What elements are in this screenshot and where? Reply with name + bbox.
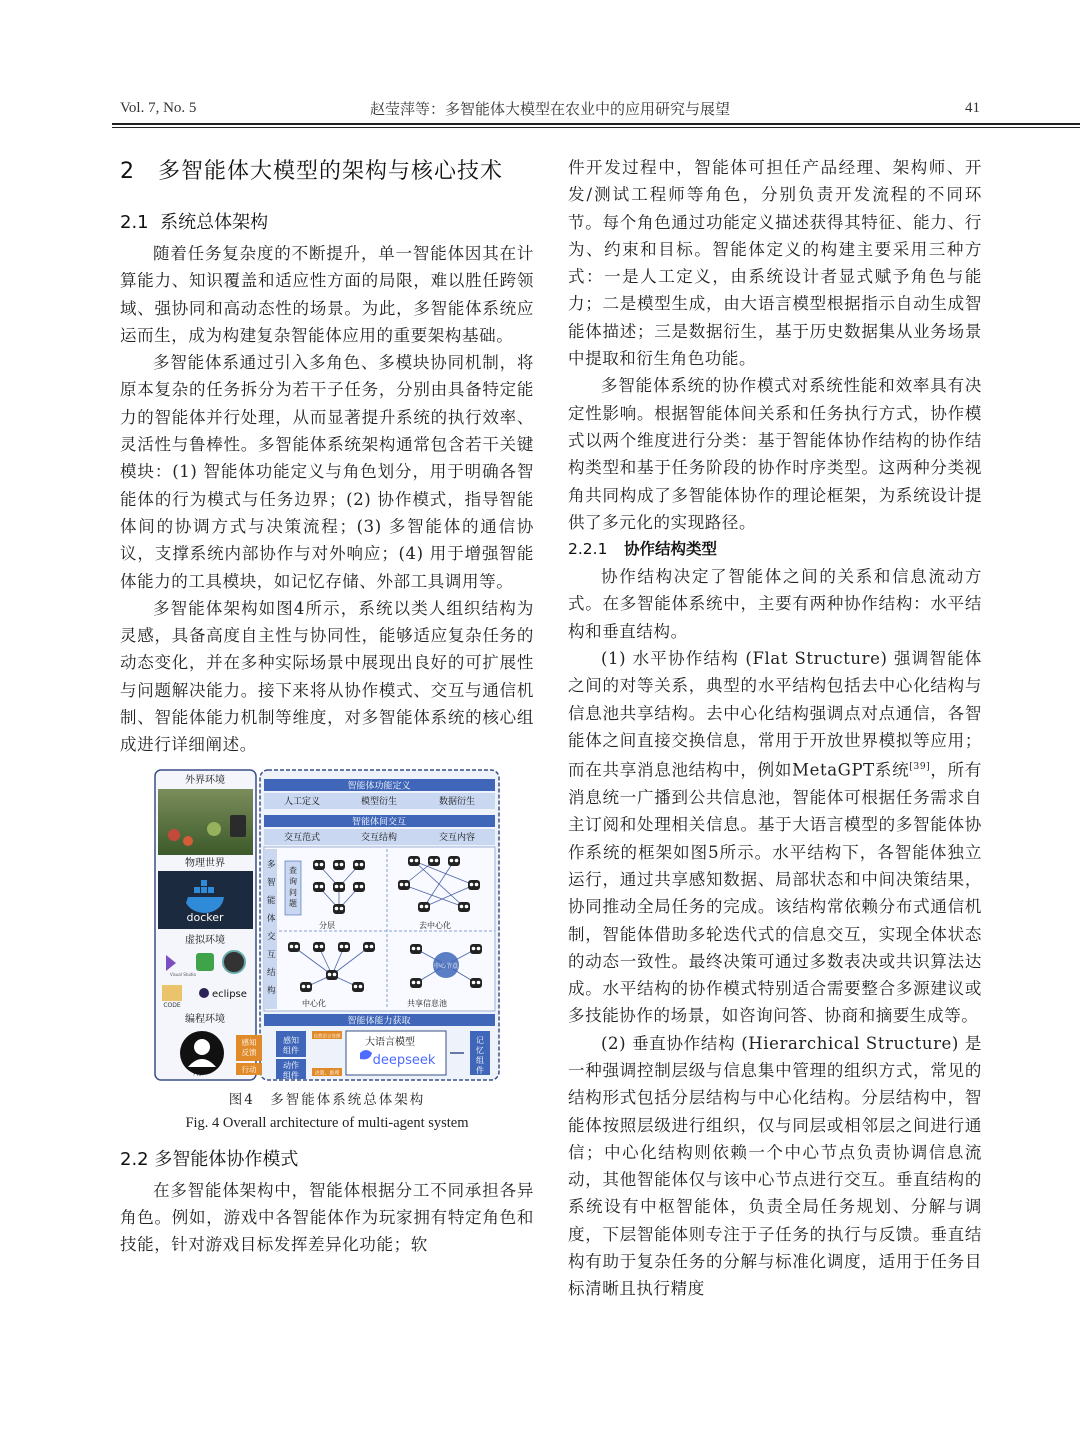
robot-icon [313,942,325,952]
metagpt-text: MetaGPT系统 [792,760,910,780]
structure-label: 去中心化 [419,920,451,930]
robot-icon [470,944,482,954]
paragraph [568,645,982,1030]
robot-icon [410,944,422,954]
physical-world-label: 物理世界 [185,857,225,869]
eclipse-label: eclipse [212,988,247,1000]
subsection-2-1-heading [120,206,534,240]
interaction-item: 交互内容 [438,832,476,843]
virtual-env-label: 虚拟环境 [185,934,225,946]
robot-icon [458,902,470,912]
paragraph: 在多智能体架构中，智能体根据分工不同承担各异角色。例如，游戏中各智能体作为玩家拥有特定角色和技能，针对游戏目标发挥差异化功能；软 [120,1180,534,1255]
robot-icon [410,978,422,988]
external-env-label: 外界环境 [185,774,225,786]
paragraph: 协作结构决定了智能体之间的关系和信息流动方式。在多智能体系统中，主要有两种协作结构：水平结构和垂直结构。 [568,567,982,641]
robot-icon [333,904,345,914]
svg-text:感知组件: 感知组件 [283,1035,299,1055]
interaction-item: 交互结构 [360,832,398,843]
left-column [120,152,534,1259]
center-node-label: 中心节点 [433,962,459,970]
robot-icon [408,856,420,866]
robot-icon [470,978,482,988]
subsection-number: 2.2 [120,1148,149,1170]
paragraph: 件开发过程中，智能体可担任产品经理、架构师、开发/测试工程师等角色，分别负责开发流程的不同环节。每个角色通过功能定义描述获得其特征、能力、行为、约束和目标。智能体定义的构建主要采用三种方式：一是人工定义，由系统设计者显式赋予角色与能力；二是模型生成，由大语言模型根据指示自动生成智能体描述；三是数据衍生，基于历史数据集从业务场景中提取和衍生角色功能。 [568,158,982,369]
function-def-item: 人工定义 [283,796,321,807]
robot-icon [333,882,345,892]
architecture-diagram [154,769,500,1081]
capability-title: 智能体能力获取 [347,1016,411,1027]
subsection-number: 2.1 [120,212,149,233]
robot-icon [448,856,460,866]
figure-caption-zh: 图4 多智能体系统总体架构 [228,1091,426,1108]
robot-icon [353,882,365,892]
robot-icon [353,860,365,870]
robot-icon [428,856,440,866]
volume-label: Vol. 7, No. 5 [120,100,197,116]
interaction-title: 智能体间交互 [351,817,407,828]
structure-label: 分层 [319,920,335,930]
robot-icon [313,882,325,892]
function-def-item: 模型衍生 [360,796,398,807]
interaction-item: 交互范式 [283,832,321,843]
query-label: 查询问题 [289,865,297,908]
paragraph: 多智能体系通过引入多角色、多模块协同机制，将原本复杂的任务拆分为若干子任务，分别由具备特定能力的智能体并行处理，从而显著提升系统的执行效率、灵活性与鲁棒性。多智能体系统架构通常包含若干关键模块：(1) 智能体功能定义与角色划分，用于明确各智能体的行为模式与任务边界；(2) 协作模式，指导智能体间的协调方式与决策流程；(3) 多智能体的通信协议，支撑系统内部协作与对外响应；(4) 用于增强智能体能力的工具模块，如记忆存储、外部工具调用等。 [120,353,534,591]
ros-icon [223,951,245,973]
svg-text:动作组件: 动作组件 [283,1060,299,1080]
eclipse-icon [199,988,209,998]
vs-label: Visual Studio [170,971,196,977]
robot-icon [313,860,325,870]
paragraph-text: (1) 水平协作结构 (Flat Structure) 强调智能体之间的对等关系，典型的水平结构包括去中心化结构与信息池共享结构。去中心化结构强调点对点通信，各智能体之间直接交换信息，常用于开放世界模拟等应用；而在共享消息池结构中，例如 [568,649,982,780]
robot-icon [468,880,480,890]
right-column [568,154,982,1303]
programming-env-label: 编程环境 [185,1013,225,1025]
function-def-title: 智能体功能定义 [347,781,411,792]
deepseek-label: deepseek [372,1052,436,1068]
running-title: 赵莹萍等：多智能体大模型在农业中的应用研究与展望 [369,100,730,118]
subsubsection-title: 协作结构类型 [624,540,718,559]
subsubsection-number: 2.2.1 [568,540,608,559]
svg-text:感知反馈: 感知反馈 [241,1037,257,1057]
svg-text:记忆组件: 记忆组件 [476,1035,484,1075]
figure-caption-en: Fig. 4 Overall architecture of multi-agent system [185,1114,469,1131]
paragraph: 多智能体架构如图4所示，系统以类人组织结构为灵感，具备高度自主性与协同性，能够适应复杂任务的动态变化，并在多种实际场景中展现出良好的可扩展性与问题解决能力。接下来将从协作模式、交互与通信机制、智能体能力机制等维度，对多智能体系统的核心组成进行详细阐述。 [120,598,534,755]
paragraph: 随着任务复杂度的不断提升，单一智能体因其在计算能力、知识覆盖和适应性方面的局限，难以胜任跨领域、强协同和高动态性的场景。为此，多智能体系统应运而生，成为构建复杂智能体应用的重要架构基础。 [120,244,534,345]
subsection-title: 系统总体架构 [160,212,269,233]
robot-icon [326,970,338,980]
structure-label: 共享信息池 [407,998,447,1008]
header-rule-thin [112,127,1080,128]
robot-icon [398,880,410,890]
robot-icon [363,942,375,952]
llm-title: 大语言模型 [365,1036,415,1048]
robot-icon [418,902,430,912]
header-rule [112,123,1080,125]
page-number: 41 [965,100,980,116]
user-label: 用户 [192,1067,212,1078]
running-header [120,96,980,122]
subsection-title: 多智能体协作模式 [154,1148,299,1170]
subsection-2-2-heading [120,1143,534,1177]
figure-4 [120,769,534,1135]
action-label: 行动 [241,1064,257,1074]
docker-label: docker [186,910,224,924]
qt-icon [196,953,214,971]
paragraph-text: ，所有消息统一广播到公共信息池，智能体可根据任务需求自主订阅和处理相关信息。基于大语言模型的多智能体协作系统的框架如图5所示。水平结构下，各智能体独立运行，通过共享感知数据、局部状态和中间决策结果，协同推动全局任务的完成。该结构常依赖分布式通信机制，智能体借助多轮迭代式的信息交互，实现全体状态的动态一致性。最终决策可通过多数表决或共识算法达成。水平结构的协作模式特别适合需要整合多源建议或多技能协作的场景，如咨询问答、协商和摘要生成等。 [568,760,982,1026]
nl-processing-label: 自然语言处理 [313,1034,341,1040]
robot-icon [333,860,345,870]
paragraph: (2) 垂直协作结构 (Hierarchical Structure) 是一种强调控制层级与信息集中管理的组织方式，常见的结构形式包括分层结构与中心化结构。分层结构中，智能体按照层级进行组织，仅与同层或相邻层之间进行通信；中心化结构则依赖一个中心节点负责协调信息流动，其他智能体仅与该中心节点进行交互。垂直结构的系统设有中枢智能体，负责全局任务规划、分解与调度，下层智能体则专注于子任务的执行与反馈。垂直结构有助于复杂任务的分解与标准化调度，适用于任务目标清晰且执行精度 [568,1033,982,1299]
subsubsection-heading [568,536,982,563]
robot-icon [338,942,350,952]
robot-icon [300,982,312,992]
decision-label: 决策、推理 [314,1070,340,1077]
section-title: 多智能体大模型的架构与核心技术 [158,159,504,184]
vertical-structure-label: 多智能体交互结构 [267,859,276,996]
robot-icon [352,982,364,992]
section-heading [120,152,534,196]
code-icon [162,985,182,1001]
section-number: 2 [120,159,135,184]
robot-icon [288,942,300,952]
function-def-item: 数据衍生 [438,796,476,807]
code-label: CODE [163,1001,181,1009]
paragraph: 多智能体系统的协作模式对系统性能和效率具有决定性影响。根据智能体间关系和任务执行方式，协作模式以两个维度进行分类：基于智能体协作结构的协作结构类型和基于任务阶段的协作时序类型。这两种分类视角共同构成了多智能体协作的理论框架，为系统设计提供了多元化的实现路径。 [568,376,982,532]
citation: [39] [909,762,931,773]
structure-label: 中心化 [302,998,326,1008]
